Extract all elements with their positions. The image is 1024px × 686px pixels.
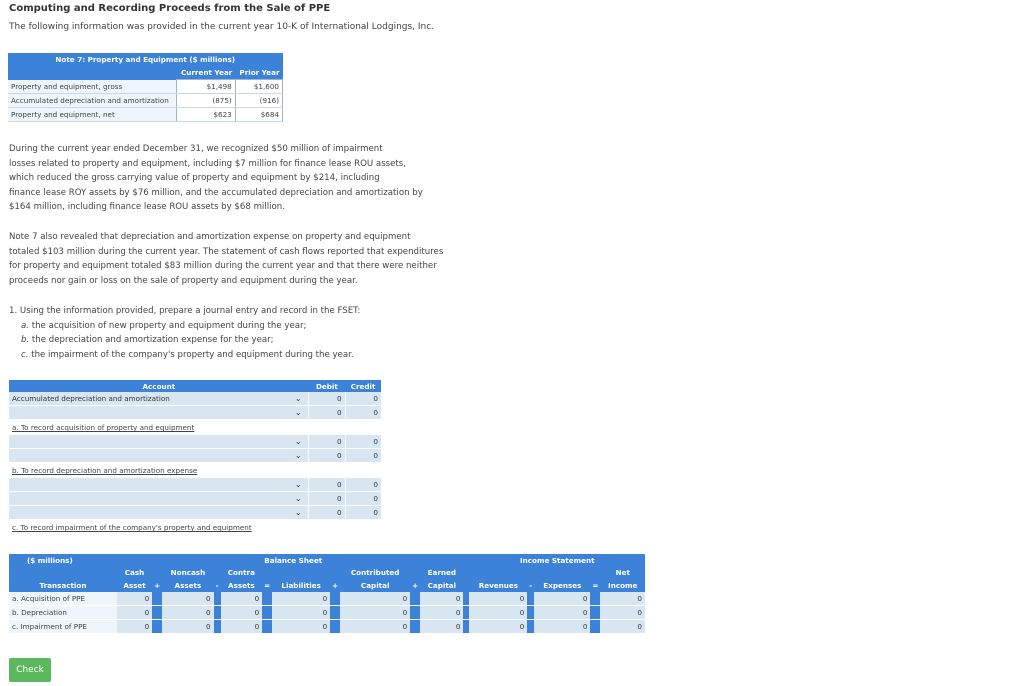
fset-input[interactable]: 0 xyxy=(221,619,263,633)
fset-row: c. Impairment of PPE 0 0 0 0 0 0 0 0 0 xyxy=(9,619,645,633)
balance-sheet-header: Balance Sheet xyxy=(117,554,470,567)
account-select[interactable] xyxy=(9,478,288,492)
journal-row xyxy=(9,449,381,463)
journal-memo xyxy=(9,520,381,536)
account-select[interactable] xyxy=(9,435,288,449)
col-revenues: Revenues xyxy=(469,579,527,592)
col-cash-asset: Asset xyxy=(117,579,152,592)
credit-input[interactable]: 0 xyxy=(345,392,381,406)
fset-input[interactable]: 0 xyxy=(420,592,463,606)
note7-table xyxy=(8,53,283,122)
debit-input[interactable]: 0 xyxy=(309,506,345,520)
col-expenses: Expenses xyxy=(534,579,590,592)
fset-row: a. Acquisition of PPE 0 0 0 0 0 0 0 0 0 xyxy=(9,592,645,606)
fset-input[interactable]: 0 xyxy=(117,619,152,633)
account-select[interactable] xyxy=(9,506,288,520)
credit-input[interactable]: 0 xyxy=(345,406,381,420)
account-select[interactable]: Accumulated depreciation and amortization xyxy=(9,392,288,406)
credit-input[interactable]: 0 xyxy=(345,449,381,463)
fset-input[interactable]: 0 xyxy=(469,592,527,606)
requirements: 1. Using the information provided, prepare a journal entry and record in the FSET: a. the acquisition of new property and equipment during the year; b. the depreciation and amortization expense for the year; c. the impairment of the company's property and equipment during the year. xyxy=(9,306,361,360)
fset-input[interactable]: 0 xyxy=(340,592,410,606)
fset-input[interactable]: 0 xyxy=(340,619,410,633)
journal-row xyxy=(9,435,381,449)
journal-row xyxy=(9,478,381,492)
account-select[interactable] xyxy=(9,449,288,463)
credit-input[interactable]: 0 xyxy=(345,506,381,520)
col-transaction: Transaction xyxy=(9,579,117,592)
fset-input[interactable]: 0 xyxy=(469,605,527,619)
account-select[interactable] xyxy=(9,406,288,420)
col-net-income: Income xyxy=(600,579,645,592)
journal-memo xyxy=(9,463,381,479)
col-noncash-assets: Assets xyxy=(162,579,213,592)
fset-input[interactable]: 0 xyxy=(600,619,645,633)
credit-input[interactable]: 0 xyxy=(345,478,381,492)
paragraph-depreciation: Note 7 also revealed that depreciation and amortization expense on property and equipment totaled $103 million during the current year. The statement of cash flows reported that expenditures for property and equipment totaled $83 million during the current year and that there were neither proceeds nor gain or loss on the sale of property and equipment during the year. xyxy=(9,232,444,286)
col-prior-year: Prior Year xyxy=(235,66,282,80)
page-title: Computing and Recording Proceeds from the Sale of PPE xyxy=(9,3,331,14)
fset-input[interactable]: 0 xyxy=(420,605,463,619)
debit-input[interactable]: 0 xyxy=(309,449,345,463)
fset-input[interactable]: 0 xyxy=(340,605,410,619)
journal-memo xyxy=(9,420,381,436)
journal-row xyxy=(9,492,381,506)
fset-input[interactable]: 0 xyxy=(534,605,590,619)
note7-row: Property and equipment, net $623 $684 xyxy=(8,108,283,122)
journal-row xyxy=(9,506,381,520)
credit-input[interactable]: 0 xyxy=(345,492,381,506)
journal-row xyxy=(9,392,381,406)
col-earned-capital: Capital xyxy=(420,579,463,592)
chevron-down-icon[interactable]: ⌄ xyxy=(288,435,308,449)
credit-input[interactable]: 0 xyxy=(345,435,381,449)
check-button[interactable]: Check xyxy=(9,658,51,682)
account-select[interactable] xyxy=(9,492,288,506)
chevron-down-icon[interactable]: ⌄ xyxy=(288,506,308,520)
debit-input[interactable]: 0 xyxy=(309,406,345,420)
memo-link-a[interactable]: a. To record acquisition of property and equipment xyxy=(12,423,195,432)
intro-text: The following information was provided in the current year 10-K of International Lodgings, Inc. xyxy=(9,22,435,32)
fset-input[interactable]: 0 xyxy=(162,605,213,619)
income-statement-header: Income Statement xyxy=(469,554,645,567)
note7-row: Accumulated depreciation and amortization (875) (916) xyxy=(8,94,283,108)
col-liabilities: Liabilities xyxy=(272,579,330,592)
fset-row: b. Depreciation 0 0 0 0 0 0 0 0 0 xyxy=(9,605,645,619)
debit-input[interactable]: 0 xyxy=(309,435,345,449)
journal-row xyxy=(9,406,381,420)
fset-input[interactable]: 0 xyxy=(534,619,590,633)
note7-row: Property and equipment, gross $1,498 $1,600 xyxy=(8,80,283,94)
chevron-down-icon[interactable]: ⌄ xyxy=(288,478,308,492)
memo-link-b[interactable]: b. To record depreciation and amortization expense xyxy=(12,466,198,475)
col-account: Account xyxy=(9,380,309,392)
col-contributed-capital: Capital xyxy=(340,579,410,592)
chevron-down-icon[interactable]: ⌄ xyxy=(288,392,308,406)
memo-link-c[interactable]: c. To record impairment of the company's property and equipment xyxy=(12,523,252,532)
fset-input[interactable]: 0 xyxy=(272,605,330,619)
col-credit: Credit xyxy=(345,380,381,392)
fset-table: ($ millions) Balance Sheet Income Statement Cash Noncash Contra Contributed Earned Net Transaction Asset + Assets - Assets = Liabilities + Capital + Capital Revenues - Expenses = Income a. Acquisition of PPE 0 0 0 0 0 0 0 0 0 b. Depreciation 0 0 0 0 0 0 0 0 0 c. Impairment of PPE 0 0 0 0 0 0 0 0 0 xyxy=(9,554,645,634)
debit-input[interactable]: 0 xyxy=(309,478,345,492)
note7-title: Note 7: Property and Equipment ($ millions) xyxy=(8,53,283,66)
col-contra-assets: Assets xyxy=(221,579,263,592)
debit-input[interactable]: 0 xyxy=(309,392,345,406)
chevron-down-icon[interactable]: ⌄ xyxy=(288,492,308,506)
col-current-year: Current Year xyxy=(177,66,236,80)
fset-input[interactable]: 0 xyxy=(162,619,213,633)
fset-input[interactable]: 0 xyxy=(272,619,330,633)
chevron-down-icon[interactable]: ⌄ xyxy=(288,449,308,463)
fset-units: ($ millions) xyxy=(9,554,117,567)
fset-input[interactable]: 0 xyxy=(162,592,213,606)
col-debit: Debit xyxy=(309,380,345,392)
fset-input[interactable]: 0 xyxy=(420,619,463,633)
paragraph-impairment: During the current year ended December 31, we recognized $50 million of impairment losses related to property and equipment, including $7 million for finance lease ROU assets, which reduced the gross carrying value of property and equipment by $214, including finance lease ROY assets by $76 million, and the accumulated depreciation and amortization by $164 million, including finance lease ROU assets by $68 million. xyxy=(9,144,423,212)
debit-input[interactable]: 0 xyxy=(309,492,345,506)
fset-input[interactable]: 0 xyxy=(221,605,263,619)
journal-entry-table xyxy=(9,380,381,535)
fset-input[interactable]: 0 xyxy=(469,619,527,633)
fset-input[interactable]: 0 xyxy=(117,592,152,606)
fset-input[interactable]: 0 xyxy=(600,592,645,606)
fset-input[interactable]: 0 xyxy=(272,592,330,606)
fset-input[interactable]: 0 xyxy=(600,605,645,619)
fset-input[interactable]: 0 xyxy=(221,592,263,606)
fset-input[interactable]: 0 xyxy=(534,592,590,606)
fset-input[interactable]: 0 xyxy=(117,605,152,619)
chevron-down-icon[interactable]: ⌄ xyxy=(288,406,308,420)
